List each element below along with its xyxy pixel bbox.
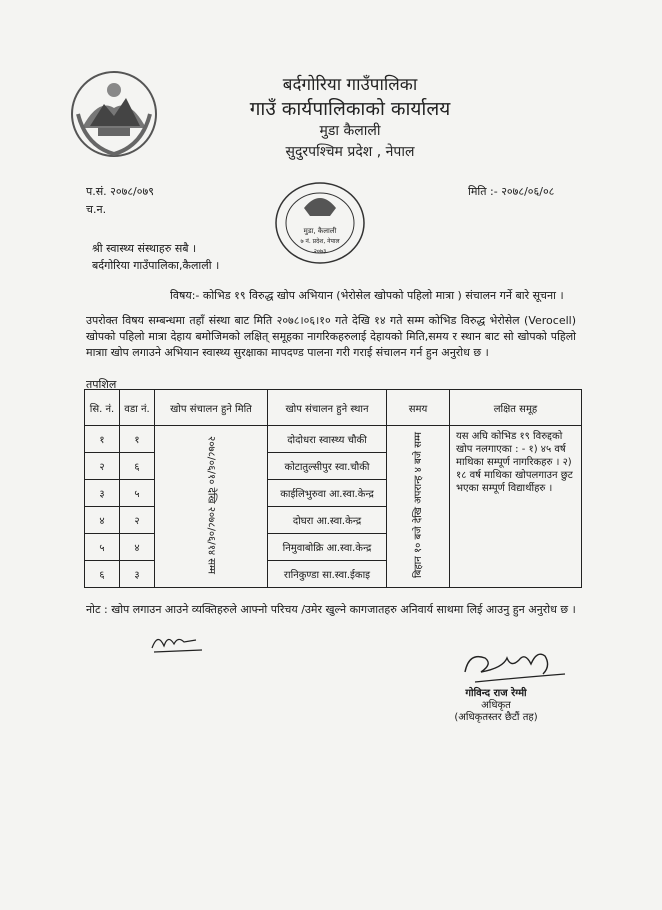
row-ward: १ [120, 426, 155, 453]
header-serial: सि. नं. [85, 390, 120, 426]
stamp-text-3: २०७३ [313, 248, 327, 255]
signatory-block [446, 688, 546, 724]
nepal-emblem-icon [68, 68, 160, 160]
subject-line: विषय:- कोभिड १९ विरुद्ध खोप अभियान (भेरोसेल खोपको पहिलो मात्रा ) संचालन गर्ने बारे सूचना । [170, 289, 564, 302]
signatory-grade: (अधिकृतस्तर छैटौं तह) [454, 712, 538, 723]
row-ward: ६ [120, 453, 155, 480]
date-range-cell [155, 426, 268, 588]
date-range: २०७८/०६/१० देखि २०७८/०६/१४ सम्म [205, 435, 217, 575]
officer-signature-icon [455, 638, 575, 690]
recipient-line-2: बर्दगोरिया गाउँपालिका,कैलाली । [92, 259, 220, 272]
row-serial: १ [85, 426, 120, 453]
row-ward: ४ [120, 534, 155, 561]
row-place: रानिकुण्डा सा.स्वा.ईकाइ [268, 561, 387, 588]
reference-number: प.सं. २०७८/०७९ [86, 185, 154, 198]
row-place: दोदोधरा स्वास्थ्य चौकी [268, 426, 387, 453]
municipality-name: बर्दगोरिया गाउँपालिका [282, 75, 418, 95]
row-place: कोटातुल्सीपुर स्वा.चौकी [268, 453, 387, 480]
time-range: बिहान १० बजे देखि अपरान्ह ४ बजे सम्म [412, 432, 424, 578]
dispatch-number: च.न. [86, 203, 107, 216]
row-ward: ३ [120, 561, 155, 588]
target-group-cell: यस अघि कोभिड १९ विरुद्दको खोप नलगाएका : - १) ४५ वर्ष माथिका सम्पूर्ण नागरिकहरु । २) १८ वर्ष माथिका खोपलगाउन छुट भएका सम्पूर्ण विद्यार्थीहरु । [450, 426, 582, 588]
header-ward: वडा नं. [120, 390, 155, 426]
letter-date: मिति :- २०७८/०६/०८ [468, 185, 555, 198]
row-ward: २ [120, 507, 155, 534]
stamp-text-1: मुडा, कैलाली [303, 227, 337, 235]
row-serial: ४ [85, 507, 120, 534]
header-target-group: लक्षित समूह [450, 390, 582, 426]
header-place: खोप संचालन हुने स्थान [268, 390, 387, 426]
office-seal-icon [270, 178, 370, 268]
province-name: सुदुरपश्चिम प्रदेश , नेपाल [285, 144, 415, 160]
table-header-row [85, 390, 582, 426]
body-paragraph: उपरोक्त विषय सम्बन्धमा तहाँ संस्था बाट मिति २०७८।०६।१० गते देखि १४ गते सम्म कोभिड विरुद्ध भेरोसेल (Verocell) खोपको पहिलो मात्रा देहाय बमोजिमको लक्षित् समूहका नागरिकहरुलाई देहायको मिति,समय र स्थान बाट सो खोपको पहिलो मात्राा खोप लगाउने अभियान स्वास्थ्य सुरक्षाका मापदण्ड पालना गरी गराई संचालन गर्न हुन अनुरोध छ । [86, 314, 576, 359]
row-serial: ६ [85, 561, 120, 588]
row-serial: ५ [85, 534, 120, 561]
initial-signature-icon [148, 628, 208, 656]
office-name: गाउँ कार्यपालिकाको कार्यालय [249, 98, 451, 120]
table-row [85, 426, 582, 453]
row-place: काईलिभुरुवा आ.स्वा.केन्द्र [268, 480, 387, 507]
vaccination-schedule-table [84, 389, 582, 588]
recipient-line-1: श्री स्वास्थ्य संस्थाहरु सबै । [92, 242, 197, 255]
office-location: मुडा कैलाली [319, 123, 381, 139]
row-serial: ३ [85, 480, 120, 507]
row-serial: २ [85, 453, 120, 480]
stamp-text-2: ७ नं. प्रदेश, नेपाल [300, 238, 340, 245]
header-time: समय [387, 390, 450, 426]
header-date: खोप संचालन हुने मिति [155, 390, 268, 426]
row-place: दोघरा आ.स्वा.केन्द्र [268, 507, 387, 534]
details-label: तपशिल [86, 378, 117, 391]
row-ward: ५ [120, 480, 155, 507]
row-place: निमुवाबोक्रि आ.स्वा.केन्द्र [268, 534, 387, 561]
signatory-name: गोविन्द राज रेग्मी [465, 688, 527, 699]
signatory-title: अधिकृत [481, 700, 511, 711]
note-text: नोट : खोप लगाउन आउने व्यक्तिहरुले आफ्नो परिचय /उमेर खुल्ने कागजातहरु अनिवार्य साथमा लिई आउनु हुन अनुरोध छ । [86, 603, 576, 616]
time-range-cell [387, 426, 450, 588]
